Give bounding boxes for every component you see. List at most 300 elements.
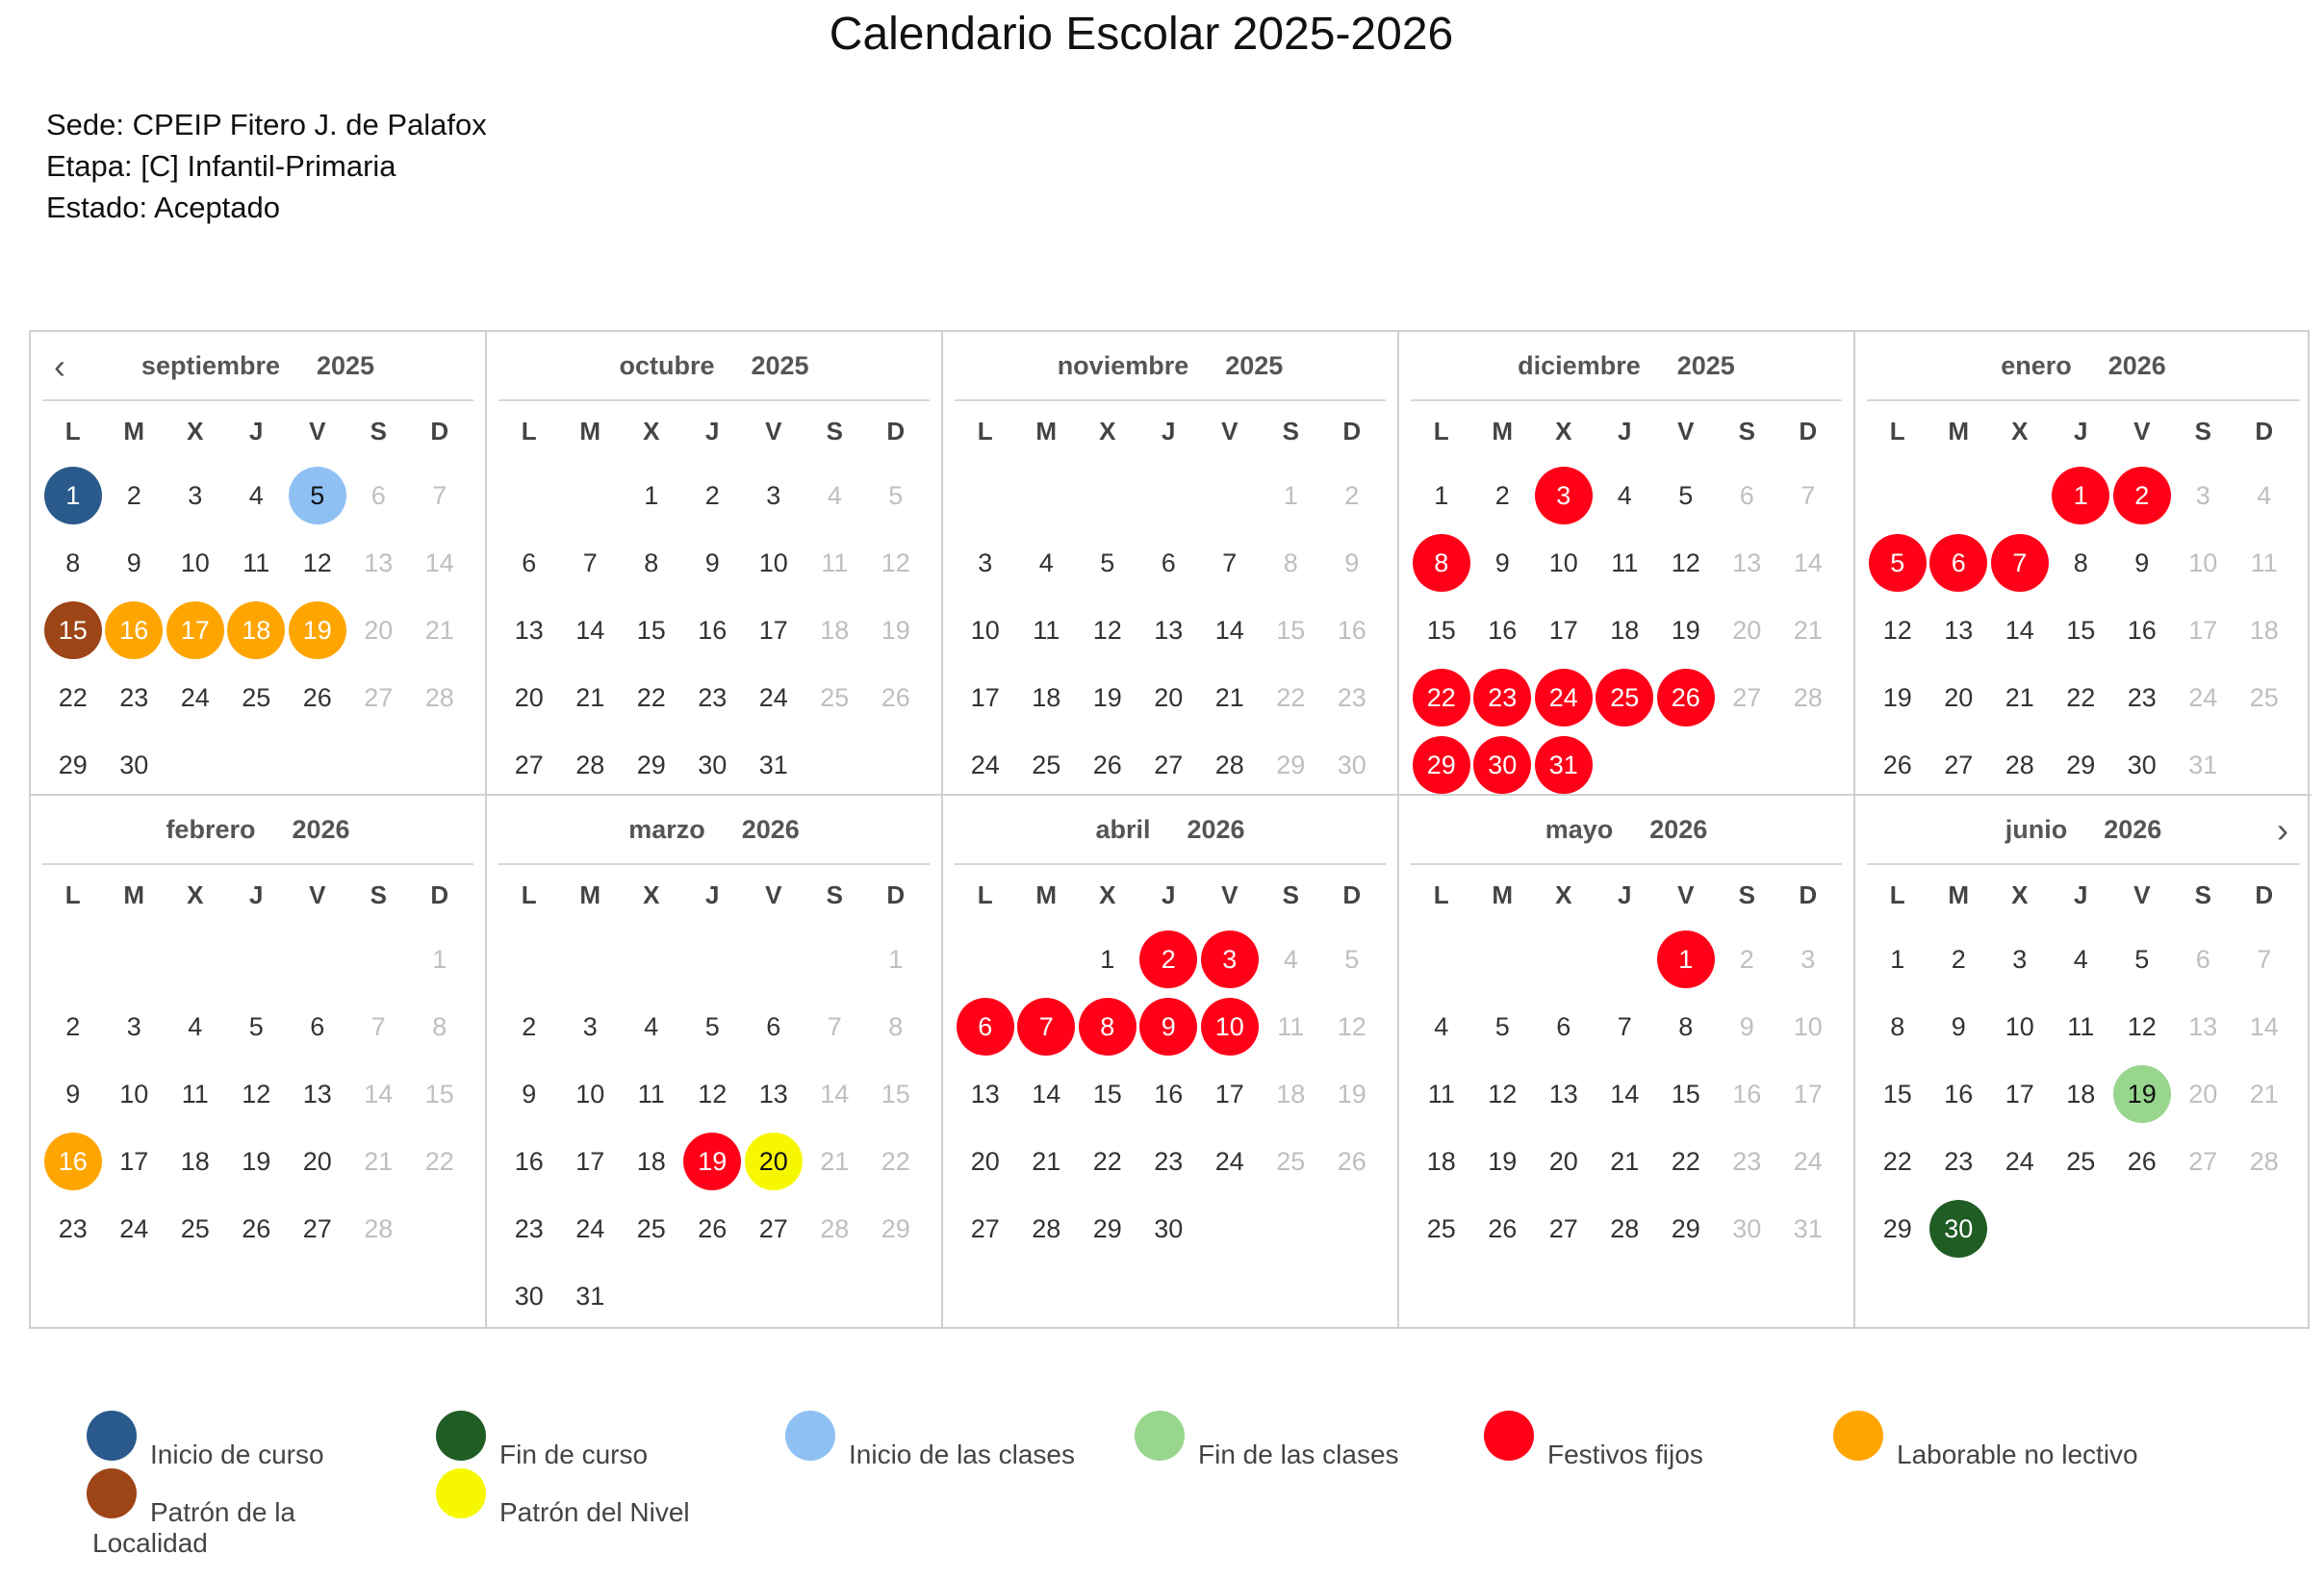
day-cell[interactable] (287, 1060, 348, 1128)
day-cell[interactable] (165, 664, 226, 731)
day-cell[interactable] (1989, 529, 2051, 597)
day-cell[interactable] (104, 1060, 166, 1128)
day-cell[interactable] (621, 731, 682, 799)
day-cell[interactable] (1717, 529, 1778, 597)
day-cell[interactable] (1199, 529, 1261, 597)
day-cell[interactable] (1928, 926, 1990, 993)
day-cell[interactable] (1777, 529, 1839, 597)
day-cell[interactable] (287, 1195, 348, 1262)
day-cell[interactable] (2111, 597, 2173, 664)
day-cell[interactable] (1411, 597, 1472, 664)
day-cell[interactable] (2173, 664, 2235, 731)
day-cell[interactable] (1016, 1195, 1078, 1262)
day-cell[interactable] (2111, 529, 2173, 597)
day-cell[interactable] (1077, 1060, 1138, 1128)
day-cell[interactable] (1928, 1060, 1990, 1128)
day-cell[interactable] (348, 664, 410, 731)
day-cell[interactable] (1321, 1128, 1383, 1195)
day-cell[interactable] (226, 462, 288, 529)
day-cell[interactable] (42, 993, 104, 1060)
day-cell[interactable] (1928, 993, 1990, 1060)
prev-month-icon[interactable]: ‹ (54, 346, 65, 386)
day-cell[interactable] (560, 1060, 622, 1128)
day-cell[interactable] (560, 731, 622, 799)
day-cell[interactable] (348, 529, 410, 597)
day-cell[interactable] (348, 1195, 410, 1262)
day-cell[interactable] (287, 993, 348, 1060)
day-cell[interactable] (1138, 1195, 1200, 1262)
day-cell[interactable] (804, 1060, 866, 1128)
day-cell[interactable] (1261, 664, 1322, 731)
day-cell[interactable] (955, 731, 1016, 799)
day-cell[interactable] (804, 529, 866, 597)
day-cell[interactable] (1989, 993, 2051, 1060)
day-cell[interactable] (1138, 731, 1200, 799)
day-cell[interactable] (1595, 1128, 1656, 1195)
day-cell[interactable] (1077, 664, 1138, 731)
day-cell[interactable] (865, 1128, 927, 1195)
day-cell[interactable] (1199, 664, 1261, 731)
day-cell[interactable] (1928, 597, 1990, 664)
day-cell[interactable] (104, 664, 166, 731)
day-cell[interactable] (1321, 731, 1383, 799)
day-cell[interactable] (2051, 993, 2112, 1060)
day-cell[interactable] (2111, 1128, 2173, 1195)
day-cell[interactable] (621, 1128, 682, 1195)
day-cell[interactable] (165, 1128, 226, 1195)
day-cell[interactable] (2051, 926, 2112, 993)
day-cell[interactable] (1321, 462, 1383, 529)
day-cell[interactable] (1717, 1060, 1778, 1128)
day-cell[interactable] (743, 1060, 804, 1128)
day-cell[interactable] (104, 597, 166, 664)
day-cell[interactable] (865, 597, 927, 664)
day-cell[interactable] (2111, 993, 2173, 1060)
day-cell[interactable] (104, 1128, 166, 1195)
day-cell[interactable] (1472, 529, 1534, 597)
day-cell[interactable] (621, 1195, 682, 1262)
day-cell[interactable] (1321, 597, 1383, 664)
day-cell[interactable] (226, 664, 288, 731)
day-cell[interactable] (1138, 1060, 1200, 1128)
day-cell[interactable] (1717, 993, 1778, 1060)
day-cell[interactable] (2234, 1128, 2295, 1195)
day-cell[interactable] (1928, 664, 1990, 731)
day-cell[interactable] (1717, 597, 1778, 664)
day-cell[interactable] (1472, 1195, 1534, 1262)
day-cell[interactable] (165, 993, 226, 1060)
day-cell[interactable] (955, 993, 1016, 1060)
day-cell[interactable] (1472, 1060, 1534, 1128)
day-cell[interactable] (743, 993, 804, 1060)
day-cell[interactable] (2173, 926, 2235, 993)
day-cell[interactable] (498, 993, 560, 1060)
day-cell[interactable] (560, 597, 622, 664)
day-cell[interactable] (1261, 993, 1322, 1060)
day-cell[interactable] (1411, 462, 1472, 529)
day-cell[interactable] (1655, 993, 1717, 1060)
day-cell[interactable] (1595, 1195, 1656, 1262)
day-cell[interactable] (2173, 993, 2235, 1060)
day-cell[interactable] (104, 993, 166, 1060)
day-cell[interactable] (1472, 664, 1534, 731)
day-cell[interactable] (1595, 597, 1656, 664)
day-cell[interactable] (1867, 993, 1928, 1060)
day-cell[interactable] (409, 597, 471, 664)
day-cell[interactable] (743, 1128, 804, 1195)
day-cell[interactable] (1016, 529, 1078, 597)
day-cell[interactable] (165, 597, 226, 664)
day-cell[interactable] (1655, 597, 1717, 664)
day-cell[interactable] (865, 529, 927, 597)
day-cell[interactable] (42, 462, 104, 529)
day-cell[interactable] (560, 1128, 622, 1195)
day-cell[interactable] (2051, 529, 2112, 597)
day-cell[interactable] (621, 664, 682, 731)
day-cell[interactable] (1777, 1195, 1839, 1262)
day-cell[interactable] (621, 993, 682, 1060)
day-cell[interactable] (1533, 597, 1595, 664)
day-cell[interactable] (1411, 664, 1472, 731)
day-cell[interactable] (1989, 597, 2051, 664)
day-cell[interactable] (1867, 731, 1928, 799)
day-cell[interactable] (498, 1262, 560, 1330)
day-cell[interactable] (1533, 993, 1595, 1060)
day-cell[interactable] (1717, 926, 1778, 993)
day-cell[interactable] (2234, 926, 2295, 993)
day-cell[interactable] (409, 664, 471, 731)
day-cell[interactable] (621, 1060, 682, 1128)
day-cell[interactable] (1989, 664, 2051, 731)
day-cell[interactable] (1411, 731, 1472, 799)
day-cell[interactable] (498, 664, 560, 731)
day-cell[interactable] (1321, 529, 1383, 597)
day-cell[interactable] (682, 1195, 744, 1262)
day-cell[interactable] (1989, 731, 2051, 799)
day-cell[interactable] (1016, 993, 1078, 1060)
day-cell[interactable] (560, 529, 622, 597)
day-cell[interactable] (1411, 1060, 1472, 1128)
day-cell[interactable] (1199, 1128, 1261, 1195)
day-cell[interactable] (104, 1195, 166, 1262)
day-cell[interactable] (1867, 1060, 1928, 1128)
day-cell[interactable] (1867, 926, 1928, 993)
day-cell[interactable] (1928, 529, 1990, 597)
day-cell[interactable] (1777, 462, 1839, 529)
day-cell[interactable] (2173, 731, 2235, 799)
day-cell[interactable] (1595, 664, 1656, 731)
day-cell[interactable] (2234, 529, 2295, 597)
day-cell[interactable] (1655, 529, 1717, 597)
day-cell[interactable] (287, 462, 348, 529)
day-cell[interactable] (682, 1128, 744, 1195)
day-cell[interactable] (1777, 926, 1839, 993)
day-cell[interactable] (865, 1060, 927, 1128)
day-cell[interactable] (2234, 462, 2295, 529)
day-cell[interactable] (1867, 664, 1928, 731)
day-cell[interactable] (1655, 462, 1717, 529)
day-cell[interactable] (348, 1060, 410, 1128)
day-cell[interactable] (1989, 1128, 2051, 1195)
day-cell[interactable] (621, 529, 682, 597)
day-cell[interactable] (2051, 462, 2112, 529)
day-cell[interactable] (1077, 926, 1138, 993)
day-cell[interactable] (1411, 1128, 1472, 1195)
day-cell[interactable] (682, 529, 744, 597)
day-cell[interactable] (42, 731, 104, 799)
day-cell[interactable] (1016, 1060, 1078, 1128)
day-cell[interactable] (804, 597, 866, 664)
next-month-icon[interactable]: › (2277, 810, 2288, 850)
day-cell[interactable] (42, 1060, 104, 1128)
day-cell[interactable] (2111, 462, 2173, 529)
day-cell[interactable] (955, 597, 1016, 664)
day-cell[interactable] (1867, 1195, 1928, 1262)
day-cell[interactable] (2051, 1128, 2112, 1195)
day-cell[interactable] (348, 1128, 410, 1195)
day-cell[interactable] (1321, 1060, 1383, 1128)
day-cell[interactable] (1077, 597, 1138, 664)
day-cell[interactable] (348, 597, 410, 664)
day-cell[interactable] (226, 1060, 288, 1128)
day-cell[interactable] (1655, 1195, 1717, 1262)
day-cell[interactable] (1261, 1060, 1322, 1128)
day-cell[interactable] (682, 462, 744, 529)
day-cell[interactable] (560, 993, 622, 1060)
day-cell[interactable] (1261, 926, 1322, 993)
day-cell[interactable] (165, 1195, 226, 1262)
day-cell[interactable] (2173, 462, 2235, 529)
day-cell[interactable] (1867, 597, 1928, 664)
day-cell[interactable] (2173, 1128, 2235, 1195)
day-cell[interactable] (743, 664, 804, 731)
day-cell[interactable] (42, 664, 104, 731)
day-cell[interactable] (621, 462, 682, 529)
day-cell[interactable] (409, 462, 471, 529)
day-cell[interactable] (287, 664, 348, 731)
day-cell[interactable] (1533, 529, 1595, 597)
day-cell[interactable] (1717, 462, 1778, 529)
day-cell[interactable] (104, 462, 166, 529)
day-cell[interactable] (682, 731, 744, 799)
day-cell[interactable] (42, 1128, 104, 1195)
day-cell[interactable] (42, 529, 104, 597)
day-cell[interactable] (409, 926, 471, 993)
day-cell[interactable] (1717, 664, 1778, 731)
day-cell[interactable] (1016, 597, 1078, 664)
day-cell[interactable] (865, 1195, 927, 1262)
day-cell[interactable] (865, 462, 927, 529)
day-cell[interactable] (682, 1060, 744, 1128)
day-cell[interactable] (348, 993, 410, 1060)
day-cell[interactable] (955, 664, 1016, 731)
day-cell[interactable] (955, 529, 1016, 597)
day-cell[interactable] (409, 1060, 471, 1128)
day-cell[interactable] (1777, 1128, 1839, 1195)
day-cell[interactable] (1199, 597, 1261, 664)
day-cell[interactable] (1989, 926, 2051, 993)
day-cell[interactable] (2234, 993, 2295, 1060)
day-cell[interactable] (104, 529, 166, 597)
day-cell[interactable] (1138, 926, 1200, 993)
day-cell[interactable] (2051, 731, 2112, 799)
day-cell[interactable] (1989, 1060, 2051, 1128)
day-cell[interactable] (409, 993, 471, 1060)
day-cell[interactable] (42, 1195, 104, 1262)
day-cell[interactable] (1595, 993, 1656, 1060)
day-cell[interactable] (498, 597, 560, 664)
day-cell[interactable] (1472, 731, 1534, 799)
day-cell[interactable] (1533, 664, 1595, 731)
day-cell[interactable] (682, 664, 744, 731)
day-cell[interactable] (226, 597, 288, 664)
day-cell[interactable] (42, 597, 104, 664)
day-cell[interactable] (804, 1195, 866, 1262)
day-cell[interactable] (1077, 731, 1138, 799)
day-cell[interactable] (2051, 1060, 2112, 1128)
day-cell[interactable] (743, 597, 804, 664)
day-cell[interactable] (1138, 597, 1200, 664)
day-cell[interactable] (498, 1060, 560, 1128)
day-cell[interactable] (1533, 731, 1595, 799)
day-cell[interactable] (2111, 1060, 2173, 1128)
day-cell[interactable] (1928, 731, 1990, 799)
day-cell[interactable] (1016, 664, 1078, 731)
day-cell[interactable] (1321, 926, 1383, 993)
day-cell[interactable] (1411, 1195, 1472, 1262)
day-cell[interactable] (1777, 597, 1839, 664)
day-cell[interactable] (1867, 1128, 1928, 1195)
day-cell[interactable] (1928, 1128, 1990, 1195)
day-cell[interactable] (1472, 462, 1534, 529)
day-cell[interactable] (1472, 993, 1534, 1060)
day-cell[interactable] (865, 926, 927, 993)
day-cell[interactable] (804, 1128, 866, 1195)
day-cell[interactable] (165, 1060, 226, 1128)
day-cell[interactable] (1321, 664, 1383, 731)
day-cell[interactable] (165, 462, 226, 529)
day-cell[interactable] (743, 529, 804, 597)
day-cell[interactable] (1077, 529, 1138, 597)
day-cell[interactable] (1016, 1128, 1078, 1195)
day-cell[interactable] (287, 529, 348, 597)
day-cell[interactable] (865, 993, 927, 1060)
day-cell[interactable] (1077, 1195, 1138, 1262)
day-cell[interactable] (621, 597, 682, 664)
day-cell[interactable] (560, 664, 622, 731)
day-cell[interactable] (1138, 1128, 1200, 1195)
day-cell[interactable] (1077, 1128, 1138, 1195)
day-cell[interactable] (1867, 529, 1928, 597)
day-cell[interactable] (804, 462, 866, 529)
day-cell[interactable] (348, 462, 410, 529)
day-cell[interactable] (1199, 926, 1261, 993)
day-cell[interactable] (226, 1195, 288, 1262)
day-cell[interactable] (498, 731, 560, 799)
day-cell[interactable] (682, 597, 744, 664)
day-cell[interactable] (1472, 1128, 1534, 1195)
day-cell[interactable] (226, 1128, 288, 1195)
day-cell[interactable] (1411, 993, 1472, 1060)
day-cell[interactable] (1595, 529, 1656, 597)
day-cell[interactable] (1655, 664, 1717, 731)
day-cell[interactable] (1655, 926, 1717, 993)
day-cell[interactable] (1777, 1060, 1839, 1128)
day-cell[interactable] (2173, 529, 2235, 597)
day-cell[interactable] (1533, 1195, 1595, 1262)
day-cell[interactable] (1533, 1060, 1595, 1128)
day-cell[interactable] (226, 993, 288, 1060)
day-cell[interactable] (498, 1195, 560, 1262)
day-cell[interactable] (2234, 1060, 2295, 1128)
day-cell[interactable] (1717, 1128, 1778, 1195)
day-cell[interactable] (1595, 462, 1656, 529)
day-cell[interactable] (1199, 731, 1261, 799)
day-cell[interactable] (1199, 1060, 1261, 1128)
day-cell[interactable] (165, 529, 226, 597)
day-cell[interactable] (1472, 597, 1534, 664)
day-cell[interactable] (955, 1195, 1016, 1262)
day-cell[interactable] (1411, 529, 1472, 597)
day-cell[interactable] (1717, 1195, 1778, 1262)
day-cell[interactable] (2111, 664, 2173, 731)
day-cell[interactable] (1261, 1128, 1322, 1195)
day-cell[interactable] (1138, 529, 1200, 597)
day-cell[interactable] (1261, 529, 1322, 597)
day-cell[interactable] (560, 1195, 622, 1262)
day-cell[interactable] (560, 1262, 622, 1330)
day-cell[interactable] (1928, 1195, 1990, 1262)
day-cell[interactable] (287, 1128, 348, 1195)
day-cell[interactable] (804, 664, 866, 731)
day-cell[interactable] (287, 597, 348, 664)
day-cell[interactable] (1777, 664, 1839, 731)
day-cell[interactable] (1655, 1060, 1717, 1128)
day-cell[interactable] (1138, 993, 1200, 1060)
day-cell[interactable] (2051, 597, 2112, 664)
day-cell[interactable] (498, 1128, 560, 1195)
day-cell[interactable] (1595, 1060, 1656, 1128)
day-cell[interactable] (2234, 597, 2295, 664)
day-cell[interactable] (743, 1195, 804, 1262)
day-cell[interactable] (1138, 664, 1200, 731)
day-cell[interactable] (1077, 993, 1138, 1060)
day-cell[interactable] (955, 1128, 1016, 1195)
day-cell[interactable] (409, 529, 471, 597)
day-cell[interactable] (743, 731, 804, 799)
day-cell[interactable] (2051, 664, 2112, 731)
day-cell[interactable] (1016, 731, 1078, 799)
day-cell[interactable] (226, 529, 288, 597)
day-cell[interactable] (2173, 597, 2235, 664)
day-cell[interactable] (743, 462, 804, 529)
day-cell[interactable] (2111, 926, 2173, 993)
day-cell[interactable] (104, 731, 166, 799)
day-cell[interactable] (2234, 664, 2295, 731)
day-cell[interactable] (1261, 731, 1322, 799)
day-cell[interactable] (682, 993, 744, 1060)
day-cell[interactable] (1321, 993, 1383, 1060)
day-cell[interactable] (409, 1128, 471, 1195)
day-cell[interactable] (1777, 993, 1839, 1060)
day-cell[interactable] (955, 1060, 1016, 1128)
day-cell[interactable] (1655, 1128, 1717, 1195)
day-cell[interactable] (865, 664, 927, 731)
day-cell[interactable] (804, 993, 866, 1060)
day-cell[interactable] (2111, 731, 2173, 799)
day-cell[interactable] (1199, 993, 1261, 1060)
day-cell[interactable] (1261, 597, 1322, 664)
